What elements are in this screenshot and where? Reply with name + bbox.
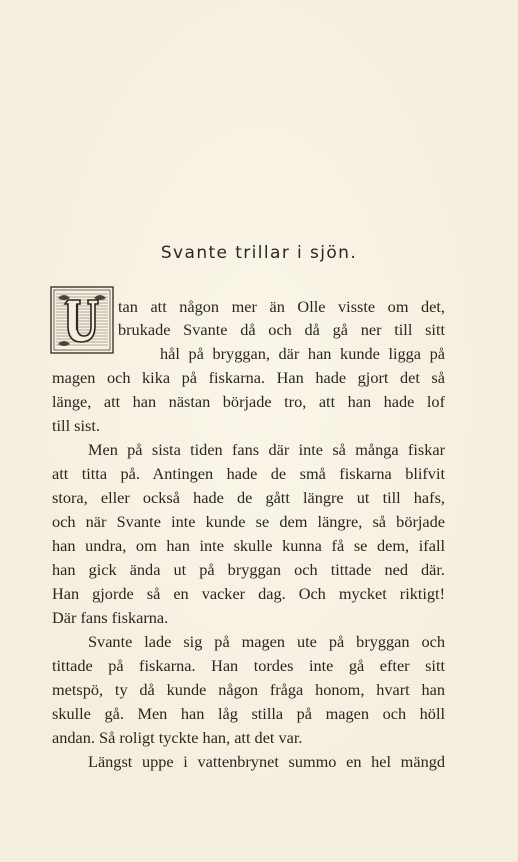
text-line: länge, att han nästan började tro, att han hade lof [52,392,445,411]
text-line: Men på sista tiden fans där inte så många fiskar [88,440,445,459]
text-line: att titta på. Antingen hade de små fiskarna blifvit [52,464,445,483]
text-line: andan. Så roligt tyckte han, att det var. [52,728,303,747]
text-line: stora, eller också hade de gått längre ut till hafs, [52,488,445,507]
text-line: han undra, om han inte skulle kunna få se dem, ifall [52,536,445,555]
text-line: Han gjorde så en vacker dag. Och mycket riktigt! [52,584,445,603]
text-line: skulle gå. Men han låg stilla på magen och höll [52,704,445,723]
text-line: hål på bryggan, där han kunde ligga på [160,344,445,363]
text-line: tittade på fiskarna. Han tordes inte gå efter sitt [52,656,445,675]
text-line: och när Svante inte kunde se dem längre, så började [52,512,445,531]
text-line: till sist. [52,416,100,435]
text-line: brukade Svante då och då gå ner till sitt [118,320,445,339]
text-line: Längst uppe i vattenbrynet summo en hel mängd [88,752,445,771]
text-line: han gick ända ut på bryggan och tittade ned där. [52,560,445,579]
text-line: Svante lade sig på magen ute på bryggan och [88,632,445,651]
text-line: metspö, ty då kunde någon fråga honom, hvart han [52,680,445,699]
ornamental-dropcap-image [50,286,114,354]
text-line: tan att någon mer än Olle visste om det, [118,297,445,316]
chapter-title: Svante trillar i sjön. [160,243,358,263]
text-line: magen och kika på fiskarna. Han hade gjort det så [52,368,445,387]
text-line: Där fans fiskarna. [52,608,169,627]
